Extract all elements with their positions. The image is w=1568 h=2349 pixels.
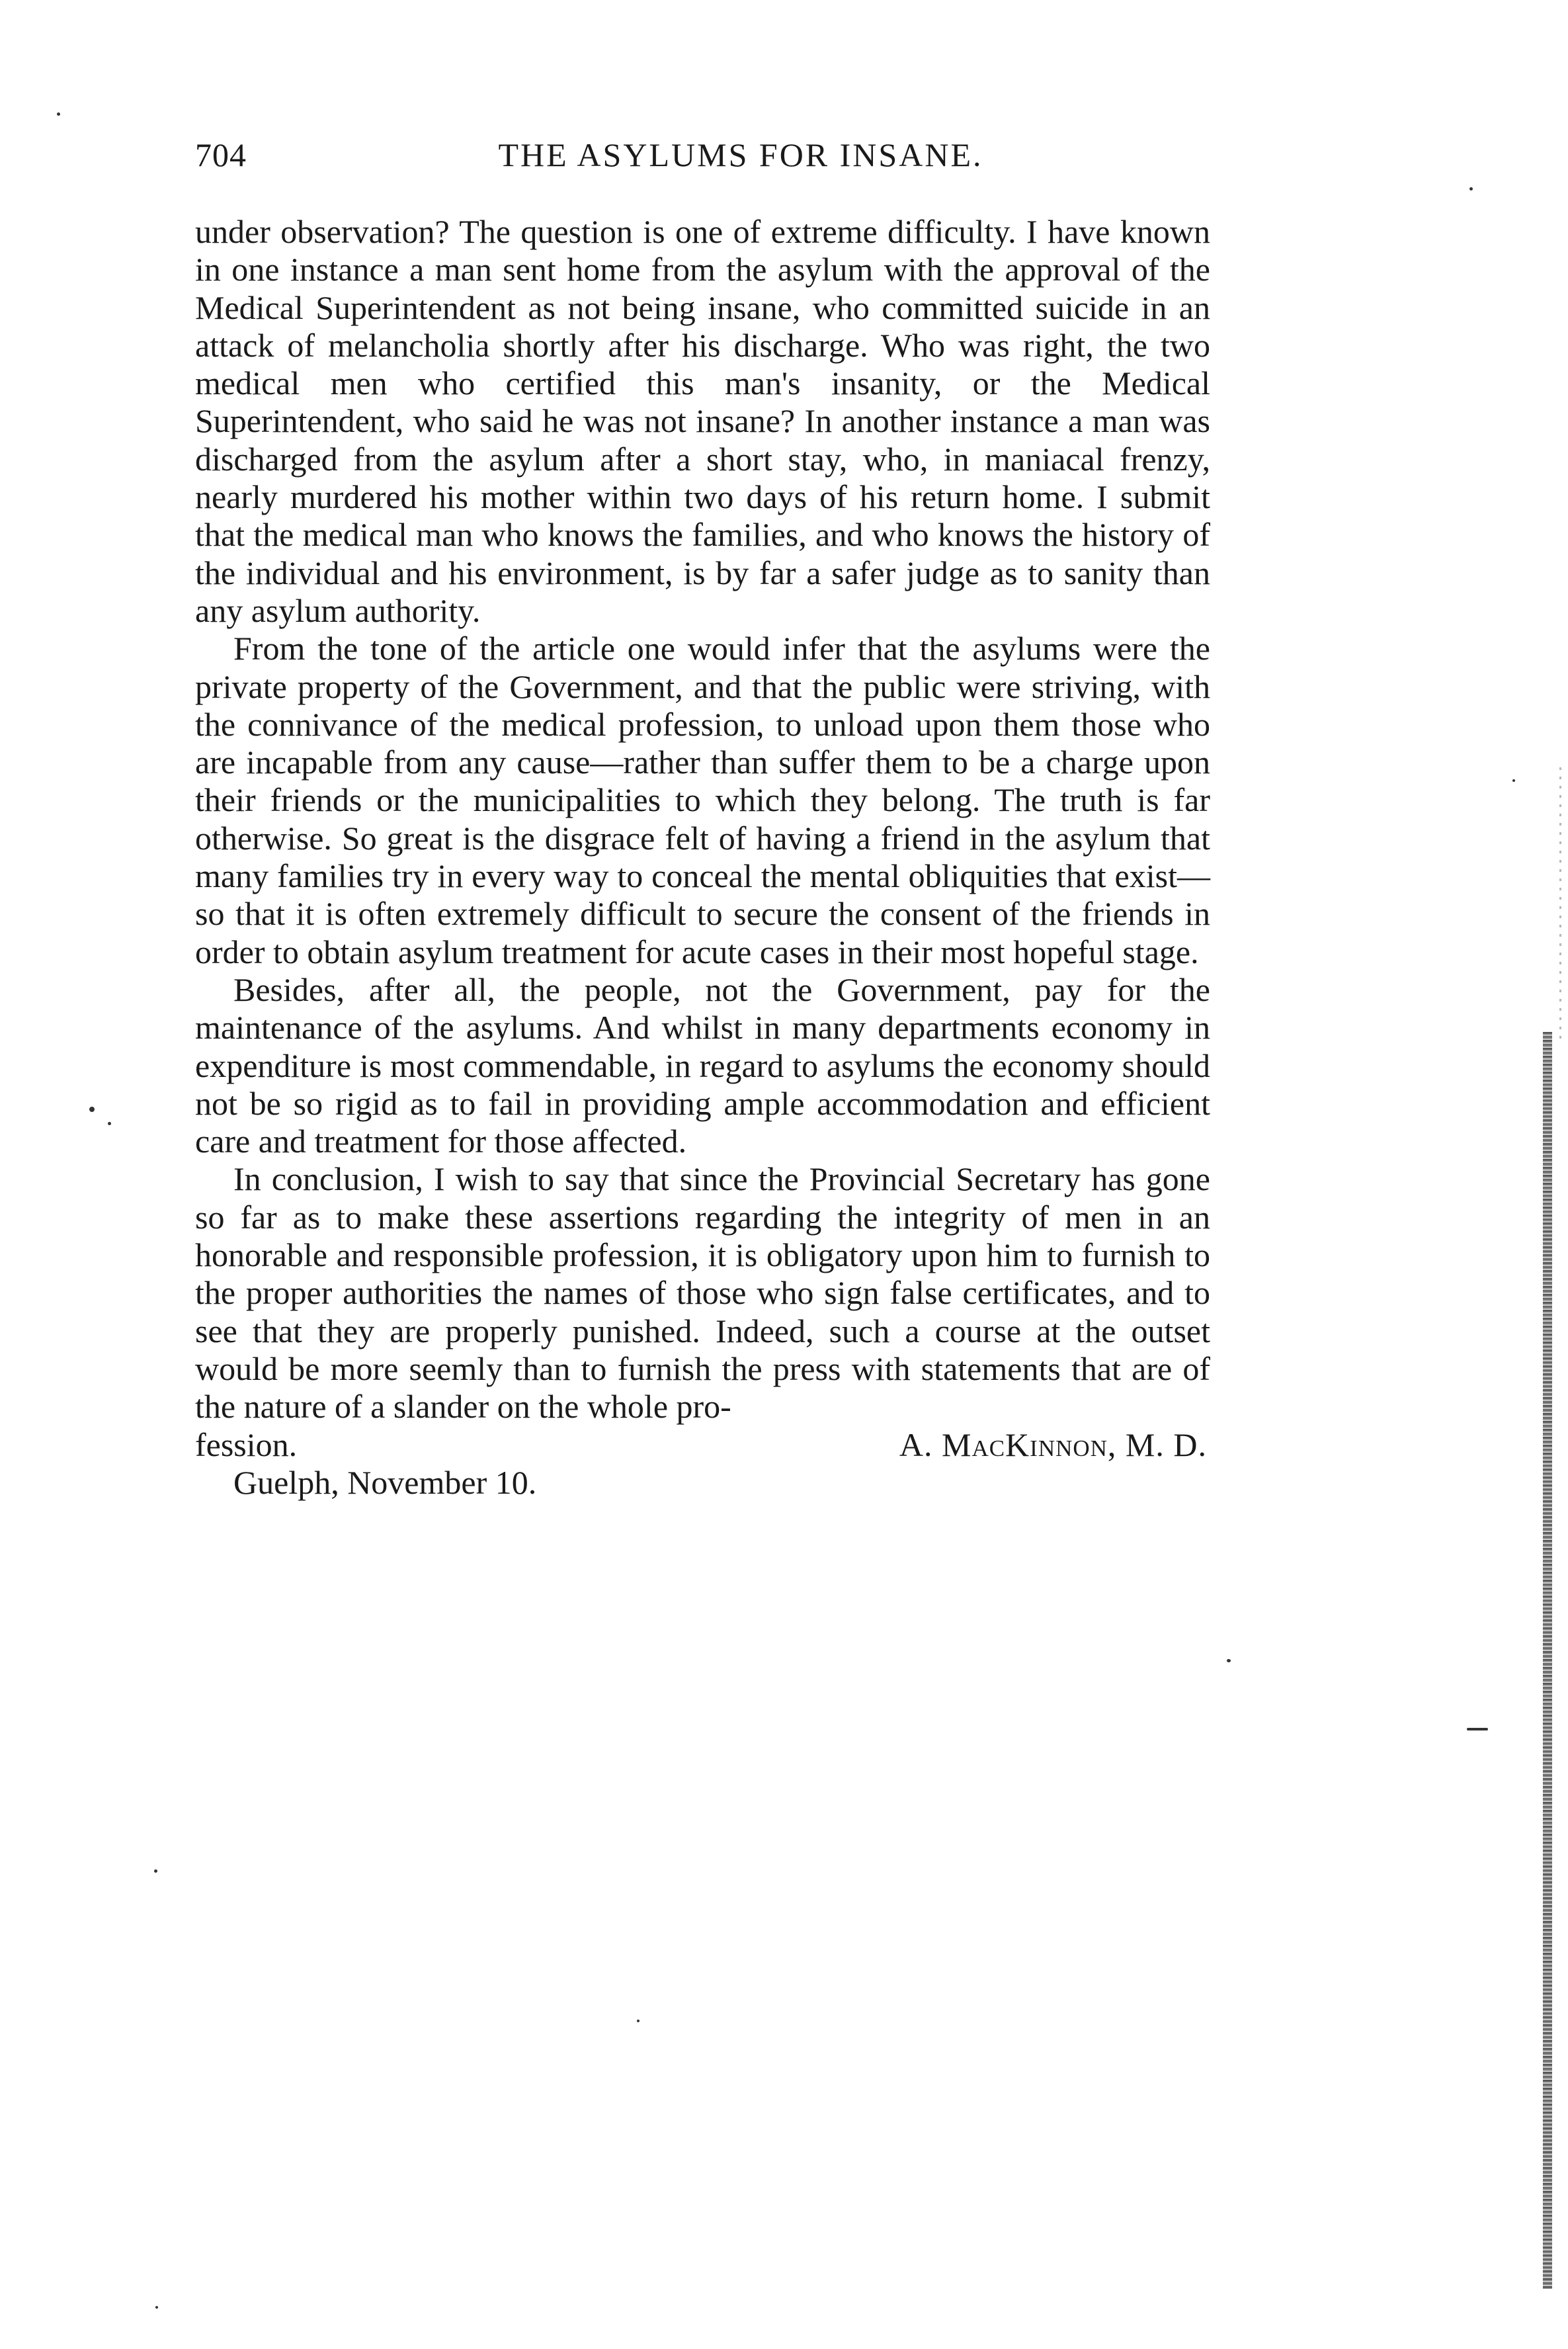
page-number: 704 bbox=[195, 136, 247, 173]
scan-speck bbox=[637, 2020, 640, 2022]
running-title: THE ASYLUMS FOR INSANE. bbox=[498, 136, 983, 173]
scan-speck bbox=[1467, 1728, 1488, 1730]
dateline: Guelph, November 10. bbox=[233, 1463, 537, 1501]
scan-edge-strip bbox=[1543, 1032, 1552, 2289]
scan-speck bbox=[1227, 1659, 1231, 1662]
signoff-line bbox=[195, 1426, 1210, 1464]
scan-speck bbox=[155, 2306, 158, 2309]
scan-speck bbox=[1469, 187, 1473, 191]
signoff-last-word: fession. bbox=[195, 1426, 298, 1463]
paragraph-3: Besides, after all, the people, not the Government, pay for the maintenance of the asylums. And whilst in many departments economy in expenditure is most commendable, in regard to asylums the economy should not be so rigid as to fail in providing ample accommodation and efficient care and treatment for those affected. bbox=[195, 970, 1210, 1160]
scan-speck bbox=[108, 1122, 111, 1125]
page-header bbox=[195, 136, 1227, 182]
author-signature: A. MacKinnon, M. D. bbox=[899, 1426, 1207, 1463]
paragraph-4: In conclusion, I wish to say that since the Provincial Secretary has gone so far as to make these assertions regarding the integrity of men in an honorable and responsible profession, it is obligatory upon him to furnish to the proper authorities the names of those who sign false certificates, and to see that they are properly punished. Indeed, such a course at the outset would be more seemly than to furnish the press with statements that are of the nature of a slander on the whole pro- bbox=[195, 1160, 1210, 1426]
paragraph-1: under observation? The question is one of extreme difficulty. I have known in one instance a man sent home from the asylum with the approval of the Medical Superintendent as not being insane, who committed suicide in an attack of melancholia shortly after his discharge. Who was right, the two medical men who certified this man's insanity, or the Medical Superintendent, who said he was not insane? In another instance a man was discharged from the asylum after a short stay, who, in maniacal frenzy, nearly murdered his mother within two days of his return home. I submit that the medical man who knows the families, and who knows the history of the individual and his environment, is by far a safer judge as to sanity than any asylum authority. bbox=[195, 213, 1210, 629]
scan-speck bbox=[154, 1869, 157, 1873]
scan-speck bbox=[57, 112, 60, 116]
scan-speck bbox=[89, 1107, 95, 1112]
scan-edge-dash bbox=[1559, 767, 1561, 1045]
paragraph-2: From the tone of the article one would infer that the asylums were the private property of the Government, and that the public were striving, with the connivance of the medical profession, to unload upon them those who are incapable from any cause—rather than suffer them to be a charge upon their friends or the municipalities to which they belong. The truth is far otherwise. So great is the disgrace felt of having a friend in the asylum that many families try in every way to conceal the mental obliquities that exist—so that it is often extremely difficult to secure the consent of the friends in order to obtain asylum treatment for acute cases in their most hopeful stage. bbox=[195, 630, 1210, 970]
scan-speck bbox=[1512, 779, 1515, 782]
article-body bbox=[195, 213, 1210, 1502]
